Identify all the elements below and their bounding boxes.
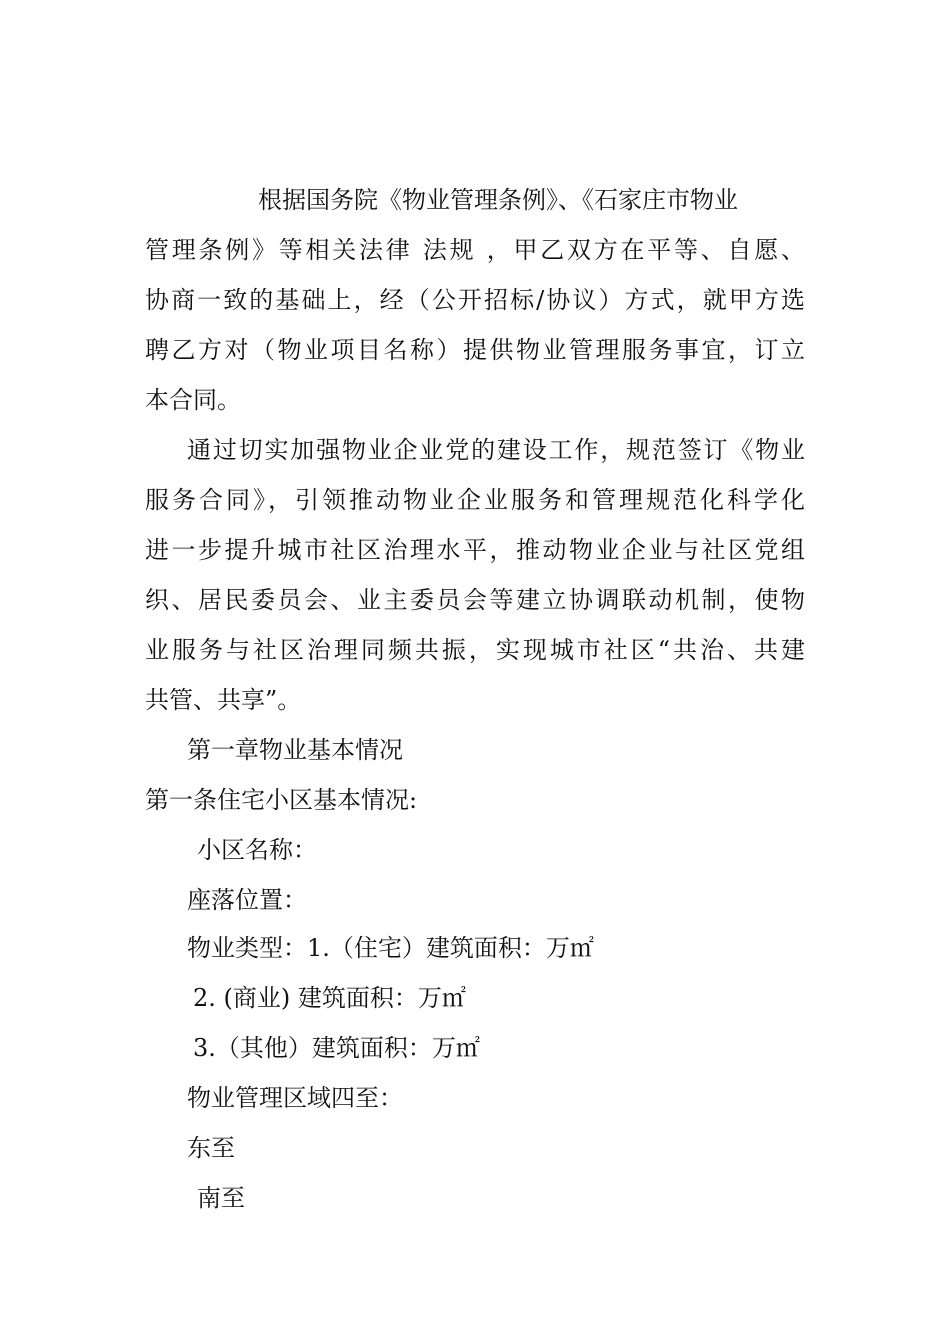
boundary-east: 东至 <box>187 1134 235 1162</box>
article-title: 第一条住宅小区基本情况: <box>145 786 418 814</box>
paragraph1-line3: 协商一致的基础上，经（公开招标/协议）方式，就甲方选 <box>145 286 805 314</box>
boundaries-title: 物业管理区域四至： <box>187 1084 403 1112</box>
community-name-field: 小区名称： <box>197 836 317 864</box>
paragraph1-line5: 本合同。 <box>145 386 241 414</box>
location-field: 座落位置： <box>187 886 307 914</box>
property-type-other: 3.（其他）建筑面积：万㎡ <box>193 1034 480 1062</box>
paragraph2-line6: 共管、共享”。 <box>145 686 302 714</box>
paragraph2-line3: 进一步提升城市社区治理水平，推动物业企业与社区党组 <box>145 536 805 564</box>
chapter-heading: 第一章物业基本情况 <box>187 736 403 764</box>
paragraph2-line2: 服务合同》，引领推动物业企业服务和管理规范化科学化 <box>145 486 805 514</box>
paragraph2-line5: 业服务与社区治理同频共振，实现城市社区“共治、共建 <box>145 636 805 664</box>
paragraph2-line1: 通过切实加强物业企业党的建设工作，规范签订《物业 <box>187 436 805 464</box>
paragraph1-line4: 聘乙方对（物业项目名称）提供物业管理服务事宜，订立 <box>145 336 805 364</box>
paragraph1-line1: 根据国务院《物业管理条例》、《石家庄市物业 <box>258 186 738 214</box>
paragraph1-line2: 管理条例》等相关法律 法规 ，甲乙双方在平等、自愿、 <box>145 236 805 264</box>
paragraph2-line4: 织、居民委员会、业主委员会等建立协调联动机制，使物 <box>145 586 805 614</box>
property-type-commercial: 2. (商业) 建筑面积：万㎡ <box>193 984 466 1012</box>
boundary-south: 南至 <box>197 1184 245 1212</box>
property-type-residential: 物业类型：1.（住宅）建筑面积：万㎡ <box>187 934 594 962</box>
